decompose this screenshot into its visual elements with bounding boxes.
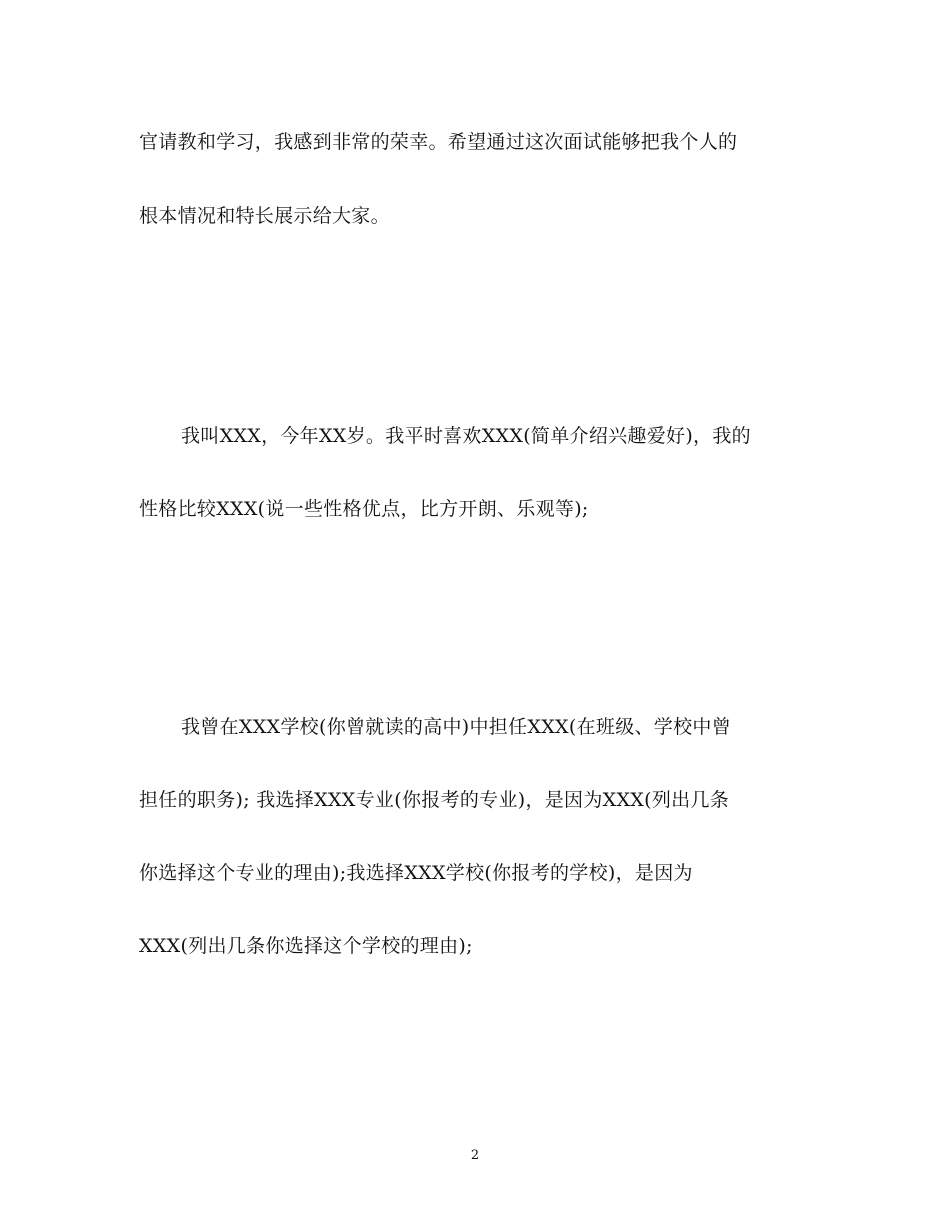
paragraph-3-line-2: 担任的职务); 我选择XXX专业(你报考的专业)，是因为XXX(列出几条 <box>139 789 730 811</box>
paragraph-2-line-2: 性格比较XXX(说一些性格优点，比方开朗、乐观等); <box>139 498 589 520</box>
paragraph-3-line-1: 我曾在XXX学校(你曾就读的高中)中担任XXX(在班级、学校中曾 <box>181 716 731 738</box>
paragraph-3-line-3: 你选择这个专业的理由);我选择XXX学校(你报考的学校)，是因为 <box>139 862 693 884</box>
paragraph-1-line-1: 官请教和学习，我感到非常的荣幸。希望通过这次面试能够把我个人的 <box>139 131 738 153</box>
paragraph-3-line-4: XXX(列出几条你选择这个学校的理由); <box>139 935 473 957</box>
paragraph-1-line-2: 根本情况和特长展示给大家。 <box>139 205 390 227</box>
page-number: 2 <box>470 1148 480 1163</box>
paragraph-2-line-1: 我叫XXX，今年XX岁。我平时喜欢XXX(简单介绍兴趣爱好)，我的 <box>181 425 751 447</box>
